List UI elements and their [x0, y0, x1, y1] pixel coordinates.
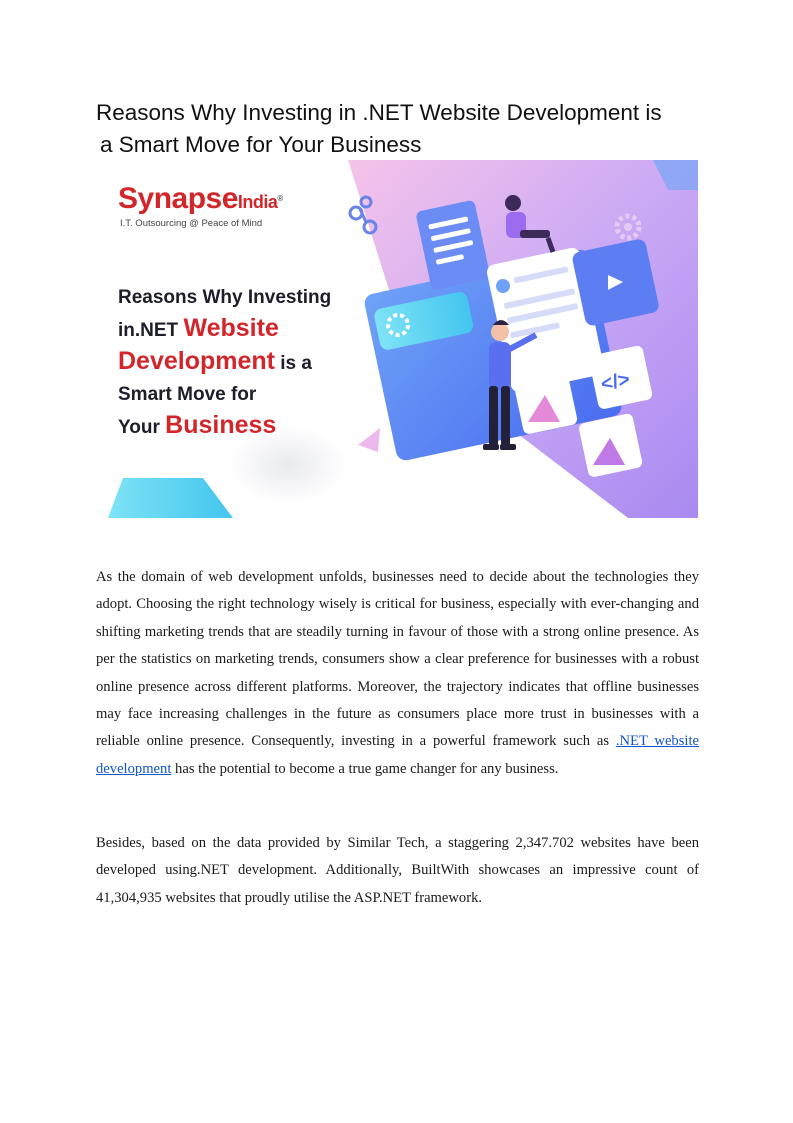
- logo-registered-mark: ®: [277, 194, 283, 203]
- headline-in-net: in.NET: [118, 320, 184, 341]
- banner-headline-line-5: [118, 410, 378, 443]
- intro-text-before-link: As the domain of web development unfolds, businesses need to decide about the technologies they adopt. Choosing the right technology wisely is critical for business, especially with ever-changing and shifting marketing trends that are steadily turning in favour of those with a strong online presence. As per the statistics on marketing trends, consumers show a clear preference for businesses with a robust online presence across different platforms. Moreover, the trajectory indicates that offline businesses may face increasing challenges in the future as consumers place more trust in businesses with a reliable online presence. Consequently, investing in a powerful framework such as: [96, 569, 699, 750]
- logo-india-text: India: [237, 192, 278, 212]
- statistics-paragraph: Besides, based on the data provided by Similar Tech, a staggering 2,347.702 websites have been developed using.NET development. Additionally, BuiltWith showcases an impressive count of 41,304,935 websites that proudly utilise the ASP.NET framework.: [96, 835, 699, 906]
- banner-headline-line-4: Smart Move for: [118, 384, 257, 405]
- code-icon: </>: [598, 368, 632, 396]
- banner-headline-line-2: [118, 313, 378, 346]
- featured-banner-image: [108, 160, 698, 518]
- page-title-line-2: a Smart Move for Your Business: [100, 132, 422, 157]
- banner-headline-line-3: [118, 346, 378, 379]
- logo-tagline: I.T. Outsourcing @ Peace of Mind: [120, 218, 263, 229]
- page-title: [96, 97, 706, 161]
- intro-paragraph: [96, 564, 699, 783]
- intro-text-after-link: has the potential to become a true game changer for any business.: [171, 760, 559, 777]
- page-title-line-1: Reasons Why Investing in .NET Website Development is: [96, 100, 662, 125]
- cyan-base-shape: [108, 478, 233, 518]
- headline-website: Website: [183, 314, 279, 342]
- net-website-development-link[interactable]: .NET website development: [96, 733, 699, 777]
- logo-synapse-text: Synapse: [118, 182, 238, 215]
- headline-development: Development: [118, 347, 275, 375]
- headline-business: Business: [165, 411, 277, 439]
- banner-headline: [118, 282, 378, 443]
- headline-your: Your: [118, 417, 166, 438]
- headline-is-a: is a: [274, 353, 312, 374]
- synapseindia-logo: [118, 183, 283, 229]
- banner-headline-line-1: Reasons Why Investing: [118, 287, 332, 308]
